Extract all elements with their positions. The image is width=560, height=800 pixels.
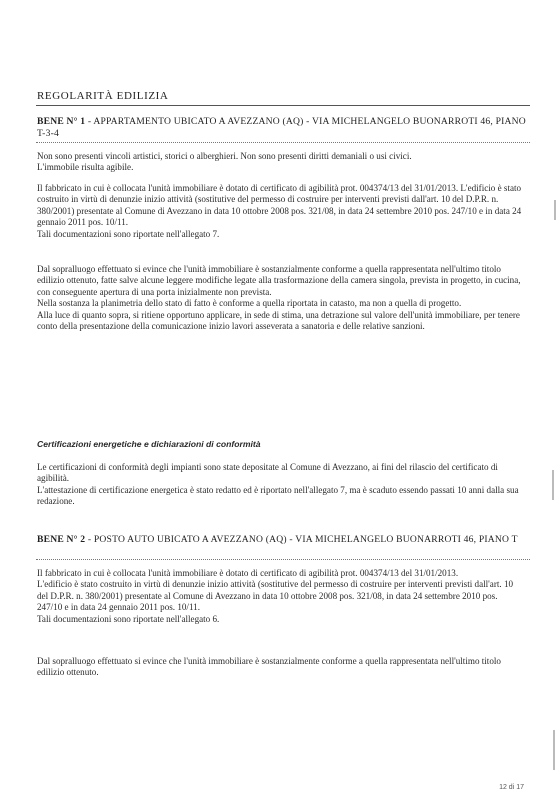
scan-artifact	[553, 730, 555, 770]
text-line: L'edificio è stato costruito in virtù di denunzie inizio attività (sostitutive del permesso di costruire per interventi previsti dall'art. 10 del D.P.R. n. 380/2001) presentate al Comune di Avezzano in data 10 ottobre 2008 pos. 321/08, in data 24 settembre 2010 pos. 247/10 e in data 24 gennaio 2011 pos. 10/11.	[37, 579, 514, 613]
bene-1-paragraph-1	[37, 151, 525, 174]
bene-2-paragraph-2	[37, 656, 525, 679]
text-line: L'immobile risulta agibile.	[37, 162, 134, 173]
text-line: Dal sopralluogo effettuato si evince che l'unità immobiliare è sostanzialmente conforme a quella rappresentata nell'ultimo titolo edilizio ottenuto.	[37, 656, 501, 678]
text-line: Nella sostanza la planimetria dello stato di fatto è conforme a quella riportata in catasto, ma non a quella di progetto.	[37, 298, 462, 309]
bene-2-heading	[37, 534, 527, 546]
certificazioni-paragraph	[37, 462, 525, 508]
bene-1-rule	[36, 142, 530, 143]
page-number: 12 di 17	[499, 784, 524, 791]
bene-2-rule	[36, 559, 530, 560]
bene-1-heading-text: - APPARTAMENTO UBICATO A AVEZZANO (AQ) - VIA MICHELANGELO BUONARROTI 46, PIANO T-3-4	[37, 116, 526, 139]
text-line: Dal sopralluogo effettuato si evince che l'unità immobiliare è sostanzialmente conforme a quella rappresentata nell'ultimo titolo edilizio ottenuto, fatte salve alcune leggere modifiche legate alla trasformazione della camera singola, prevista in progetto, in cucina, con conseguente apertura di una porta inizialmente non prevista.	[37, 264, 521, 297]
text-line: Tali documentazioni sono riportate nell'allegato 6.	[37, 613, 220, 624]
text-line: Alla luce di quanto sopra, si ritiene opportuno applicare, in sede di stima, una detrazione sul valore dell'unità immobiliare, per tenere conto della presentazione della comunicazione inizio lavori asseverata a sanatoria e delle relative sanzioni.	[37, 309, 520, 332]
bene-1-paragraph-3	[37, 264, 525, 332]
text-line: L'attestazione di certificazione energetica è stato redatto ed è riportato nell'allegato 7, ma è scaduto essendo passati 10 anni dalla sua redazione.	[37, 484, 519, 507]
bene-2-label: BENE N° 2	[37, 534, 86, 545]
text-line: Le certificazioni di conformità degli impianti sono state depositate al Comune di Avezzano, ai fini del rilascio del certificato di agibilità.	[37, 462, 498, 484]
text-line: Non sono presenti vincoli artistici, storici o alberghieri. Non sono presenti diritti demaniali o usi civici.	[37, 151, 412, 161]
scan-artifact	[552, 470, 554, 500]
bene-2-paragraph-1	[37, 568, 525, 625]
bene-1-paragraph-2	[37, 183, 525, 240]
text-line: Tali documentazioni sono riportate nell'allegato 7.	[37, 228, 220, 239]
text-line: Il fabbricato in cui è collocata l'unità immobiliare è dotato di certificato di agibilità prot. 004374/13 del 31/01/2013. L'edificio è stato costruito in virtù di denunzie inizio attività (sostitutive del permesso di costruire per interventi previsti dall'art. 10 del D.P.R. n. 380/2001) presentate al Comune di Avezzano in data 10 ottobre 2008 pos. 321/08, in data 24 settembre 2010 pos. 247/10 e in data 24 gennaio 2011 pos. 10/11.	[37, 183, 522, 228]
section-rule	[36, 105, 530, 106]
bene-1-heading	[37, 116, 527, 139]
certificazioni-title: Certificazioni energetiche e dichiarazioni di conformità	[37, 439, 261, 449]
text-line: Il fabbricato in cui è collocata l'unità immobiliare è dotato di certificato di agibilità prot. 004374/13 del 31/01/2013.	[37, 568, 459, 578]
bene-1-label: BENE N° 1	[37, 116, 86, 127]
scan-artifact	[554, 200, 556, 220]
bene-2-heading-text: - POSTO AUTO UBICATO A AVEZZANO (AQ) - VIA MICHELANGELO BUONARROTI 46, PIANO T	[85, 534, 518, 545]
section-title: REGOLARITÀ EDILIZIA	[37, 90, 169, 102]
